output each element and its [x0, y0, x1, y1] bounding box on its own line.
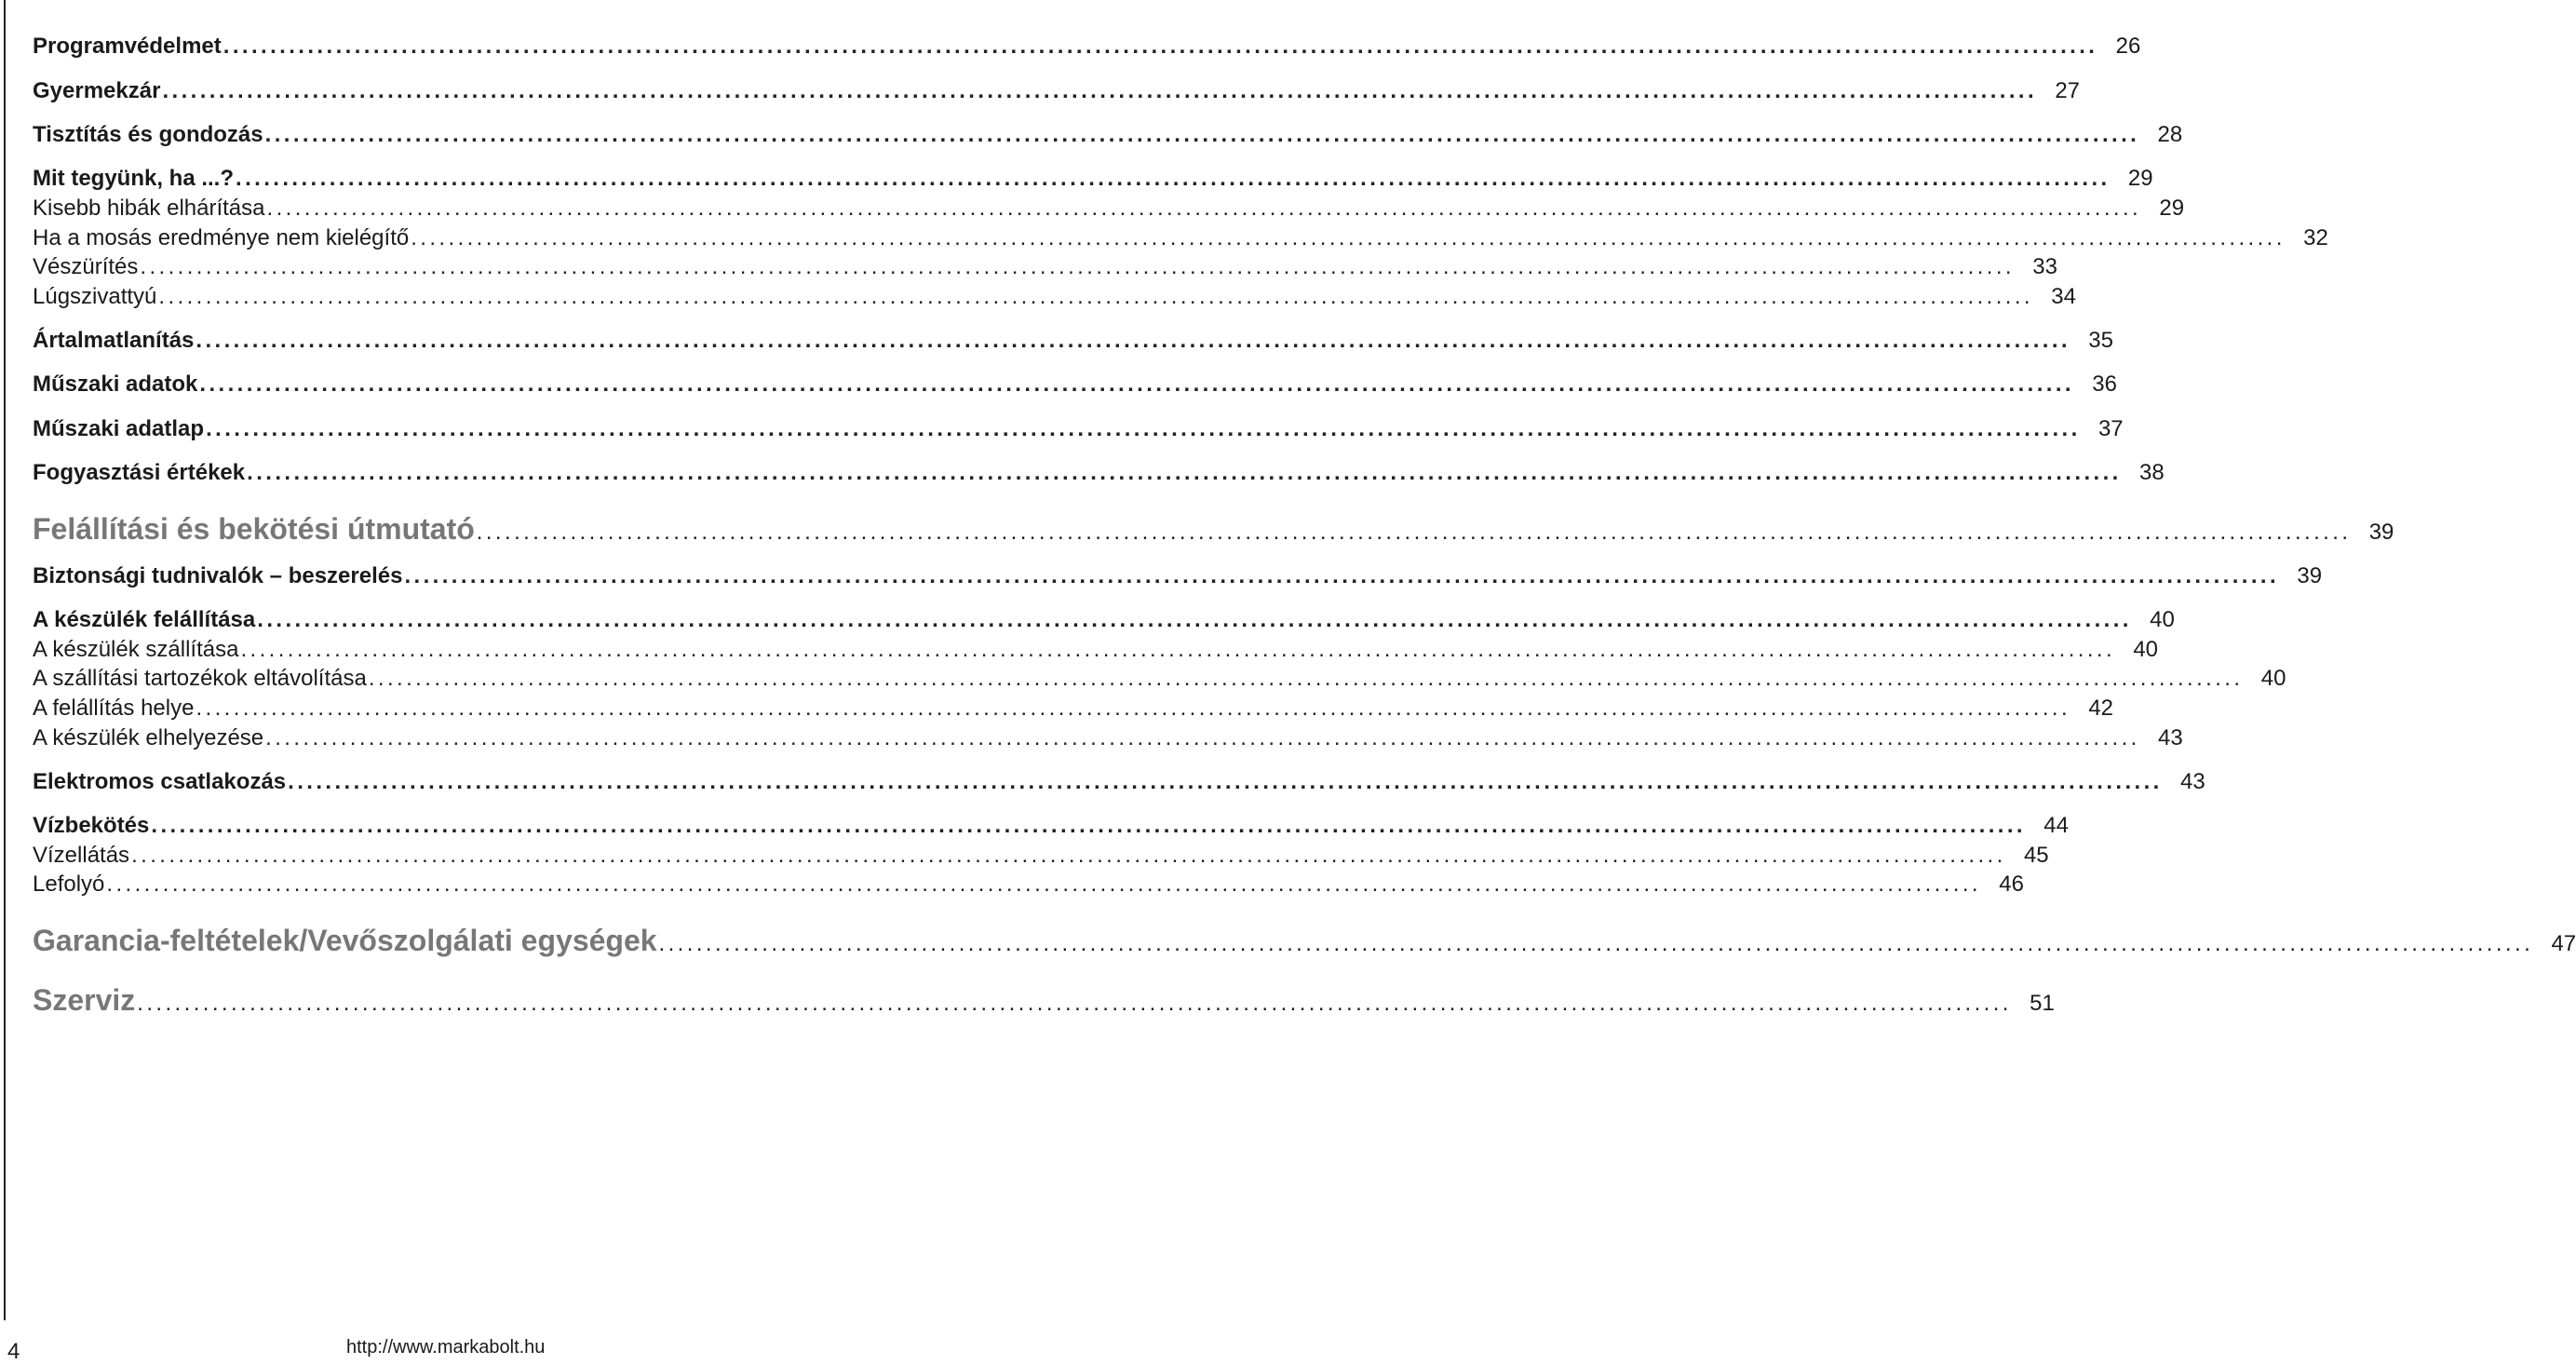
- toc-leader-dots: ........................................................................................................................................................................................................: [265, 725, 2140, 750]
- toc-entry-page: 43: [2180, 769, 2205, 794]
- toc-entry-title: Ha a mosás eredménye nem kielégítő: [33, 225, 410, 250]
- toc-entry-page: 39: [2297, 563, 2323, 588]
- toc-leader-dots: ........................................................................................................................................................................................................: [264, 122, 2140, 147]
- toc-entry-title: Fogyasztási értékek: [33, 460, 246, 485]
- toc-entry-page: 34: [2051, 284, 2076, 309]
- page-number: 4: [7, 1339, 20, 1364]
- toc-entry[interactable]: [33, 843, 2049, 869]
- toc-entry[interactable]: [33, 122, 2183, 148]
- toc-entry-title: Programvédelmet: [33, 34, 222, 59]
- toc-entry-title: Lúgszivattyú: [33, 284, 157, 309]
- toc-entry[interactable]: [33, 254, 2057, 280]
- toc-entry[interactable]: [33, 872, 2024, 898]
- toc-entry-title: Ártalmatlanítás: [33, 328, 195, 353]
- toc-leader-dots: ........................................................................................................................................................................................................: [131, 843, 2006, 868]
- toc-entry-page: 32: [2303, 225, 2328, 250]
- toc-entry-title: A készülék elhelyezése: [33, 725, 264, 750]
- toc-entry[interactable]: [33, 637, 2159, 663]
- toc-entry[interactable]: [33, 166, 2153, 192]
- toc-leader-dots: ........................................................................................................................................................................................................: [257, 607, 2132, 632]
- toc-entry-page: 40: [2133, 637, 2159, 662]
- footer-url[interactable]: http://www.markabolt.hu: [346, 1337, 546, 1358]
- toc-entry-page: 29: [2127, 166, 2153, 191]
- toc-entry-title: Kisebb hibák elhárítása: [33, 196, 265, 221]
- toc-leader-dots: ........................................................................................................................................................................................................: [140, 254, 2015, 279]
- toc-entry-page: 28: [2157, 122, 2183, 147]
- toc-entry[interactable]: [33, 696, 2114, 722]
- toc-entry[interactable]: [33, 563, 2323, 589]
- toc-entry-page: 44: [2043, 813, 2069, 838]
- toc-entry[interactable]: [33, 372, 2117, 398]
- toc-leader-dots: ........................................................................................................................................................................................................: [196, 696, 2071, 721]
- toc-entry-title: Gyermekzár: [33, 78, 161, 103]
- toc-entry-title: Vízbekötés: [33, 813, 150, 838]
- toc-entry-title: Lefolyó: [33, 872, 105, 897]
- toc-entry[interactable]: [33, 769, 2205, 795]
- toc-entry[interactable]: [33, 460, 2165, 486]
- toc-entry-page: 45: [2023, 843, 2049, 868]
- toc-entry-page: 51: [2030, 991, 2055, 1016]
- toc-entry-title: A felállítás helye: [33, 696, 195, 721]
- toc-entry-title: A készülék szállítása: [33, 637, 239, 662]
- toc-entry[interactable]: [33, 328, 2113, 354]
- toc-entry-title: Biztonsági tudnivalók – beszerelés: [33, 563, 403, 588]
- toc-entry-title: Felállítási és bekötési útmutató: [33, 512, 475, 546]
- toc-entry[interactable]: [33, 284, 2076, 310]
- toc-entry-title: Garancia-feltételek/Vevőszolgálati egységek: [33, 924, 657, 957]
- toc-entry-page: 36: [2092, 372, 2117, 397]
- toc-section-entry[interactable]: [33, 983, 2055, 1018]
- toc-entry[interactable]: [33, 34, 2141, 60]
- toc-entry[interactable]: [33, 725, 2183, 751]
- toc-entry-page: 26: [2115, 34, 2141, 59]
- toc-leader-dots: ........................................................................................................................................................................................................: [247, 460, 2122, 485]
- toc-entry-title: Vészürítés: [33, 254, 139, 279]
- toc-entry-page: 33: [2032, 254, 2057, 279]
- toc-entry-page: 35: [2088, 328, 2113, 353]
- toc-entry-title: A készülék felállítása: [33, 607, 256, 632]
- toc-entry[interactable]: [33, 225, 2328, 251]
- toc-leader-dots: ........................................................................................................................................................................................................: [658, 931, 2534, 956]
- toc-entry-page: 29: [2159, 196, 2185, 221]
- toc-leader-dots: ........................................................................................................................................................................................................: [137, 991, 2012, 1016]
- toc-leader-dots: ........................................................................................................................................................................................................: [368, 666, 2244, 691]
- toc-leader-dots: ........................................................................................................................................................................................................: [223, 34, 2098, 59]
- toc-leader-dots: ........................................................................................................................................................................................................: [266, 196, 2142, 221]
- toc-entry-page: 27: [2055, 78, 2081, 103]
- toc-entry[interactable]: [33, 666, 2286, 692]
- toc-leader-dots: ........................................................................................................................................................................................................: [404, 563, 2280, 588]
- toc-entry[interactable]: [33, 78, 2081, 104]
- toc-entry-title: Műszaki adatok: [33, 372, 198, 397]
- toc-leader-dots: ........................................................................................................................................................................................................: [476, 520, 2352, 545]
- toc-leader-dots: ........................................................................................................................................................................................................: [199, 372, 2074, 397]
- toc-entry-title: Műszaki adatlap: [33, 416, 205, 441]
- toc-section-entry[interactable]: [33, 512, 2394, 547]
- toc-entry[interactable]: [33, 813, 2069, 839]
- toc-entry-page: 37: [2097, 416, 2124, 441]
- toc-entry-title: A szállítási tartozékok eltávolítása: [33, 666, 367, 691]
- toc-leader-dots: ........................................................................................................................................................................................................: [236, 166, 2111, 191]
- page-margin-line: [4, 0, 6, 1320]
- toc-leader-dots: ........................................................................................................................................................................................................: [206, 416, 2081, 441]
- toc-section-entry[interactable]: [33, 924, 2576, 958]
- toc-entry-page: 46: [1999, 872, 2024, 897]
- toc-leader-dots: ........................................................................................................................................................................................................: [288, 769, 2163, 794]
- toc-entry-title: Mit tegyünk, ha ...?: [33, 166, 235, 191]
- toc-leader-dots: ........................................................................................................................................................................................................: [106, 872, 1981, 897]
- toc-entry-title: Elektromos csatlakozás: [33, 769, 287, 794]
- toc-leader-dots: ........................................................................................................................................................................................................: [196, 328, 2070, 353]
- toc-entry-title: Tisztítás és gondozás: [33, 122, 263, 147]
- toc-leader-dots: ........................................................................................................................................................................................................: [162, 78, 2038, 103]
- toc-entry-page: 38: [2139, 460, 2165, 485]
- toc-leader-dots: ........................................................................................................................................................................................................: [158, 284, 2033, 309]
- toc-entry[interactable]: [33, 196, 2185, 222]
- toc-entry-title: Vízellátás: [33, 843, 130, 868]
- toc-leader-dots: ........................................................................................................................................................................................................: [240, 637, 2116, 662]
- toc-entry-page: 43: [2158, 725, 2183, 750]
- toc-entry-page: 42: [2088, 696, 2114, 721]
- toc-entry[interactable]: [33, 607, 2175, 633]
- toc-entry-page: 40: [2150, 607, 2175, 632]
- toc-entry-page: 40: [2260, 666, 2286, 691]
- toc-entry-page: 39: [2368, 520, 2394, 545]
- toc-entry[interactable]: [33, 416, 2124, 442]
- toc-leader-dots: ........................................................................................................................................................................................................: [151, 813, 2026, 838]
- toc-entry-page: 47: [2551, 931, 2576, 956]
- toc-leader-dots: ........................................................................................................................................................................................................: [411, 225, 2286, 250]
- toc-entry-title: Szerviz: [33, 983, 136, 1017]
